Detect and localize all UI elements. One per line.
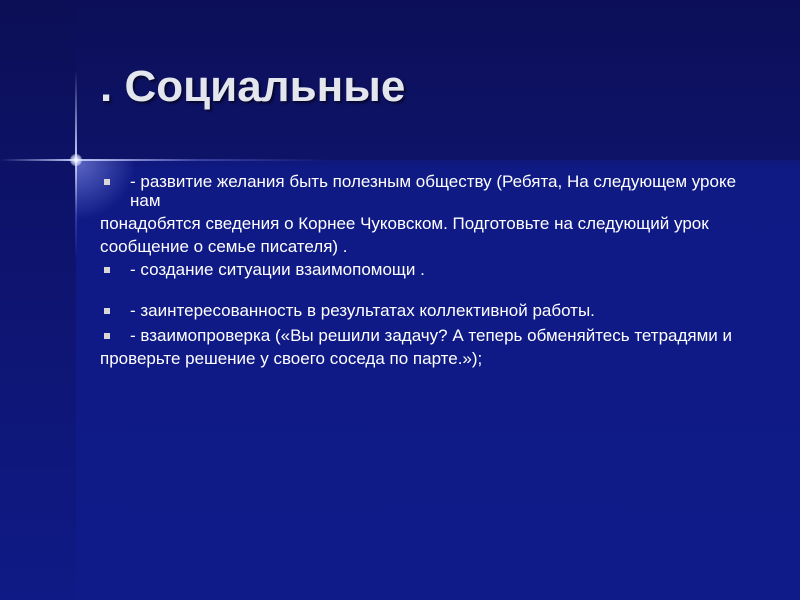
bullet-list [100,172,740,368]
left-decor-panel [0,0,76,600]
slide-title: . Социальные [100,62,406,111]
light-flare-core [70,154,82,166]
list-item-text: - создание ситуации взаимопомощи . [130,260,425,279]
list-item [100,301,740,320]
list-item [100,326,740,345]
list-item-continuation: проверьте решение у своего соседа по парте.»); [100,349,483,368]
list-item [100,260,740,279]
list-item [100,172,740,210]
list-item-text: - развитие желания быть полезным обществу (Ребята, На следующем уроке нам [130,172,737,210]
list-item-continuation: понадобятся сведения о Корнее Чуковском. Подготовьте на следующий урок [100,214,709,233]
square-bullet-icon [104,333,110,339]
square-bullet-icon [104,179,110,185]
square-bullet-icon [104,267,110,273]
square-bullet-icon [104,308,110,314]
list-item-text: - взаимопроверка («Вы решили задачу? А теперь обменяйтесь тетрадями и [130,326,733,345]
light-flare-horizontal [0,159,330,161]
list-item-text: - заинтересованность в результатах коллективной работы. [130,301,595,320]
list-item-continuation: сообщение о семье писателя) . [100,237,348,256]
